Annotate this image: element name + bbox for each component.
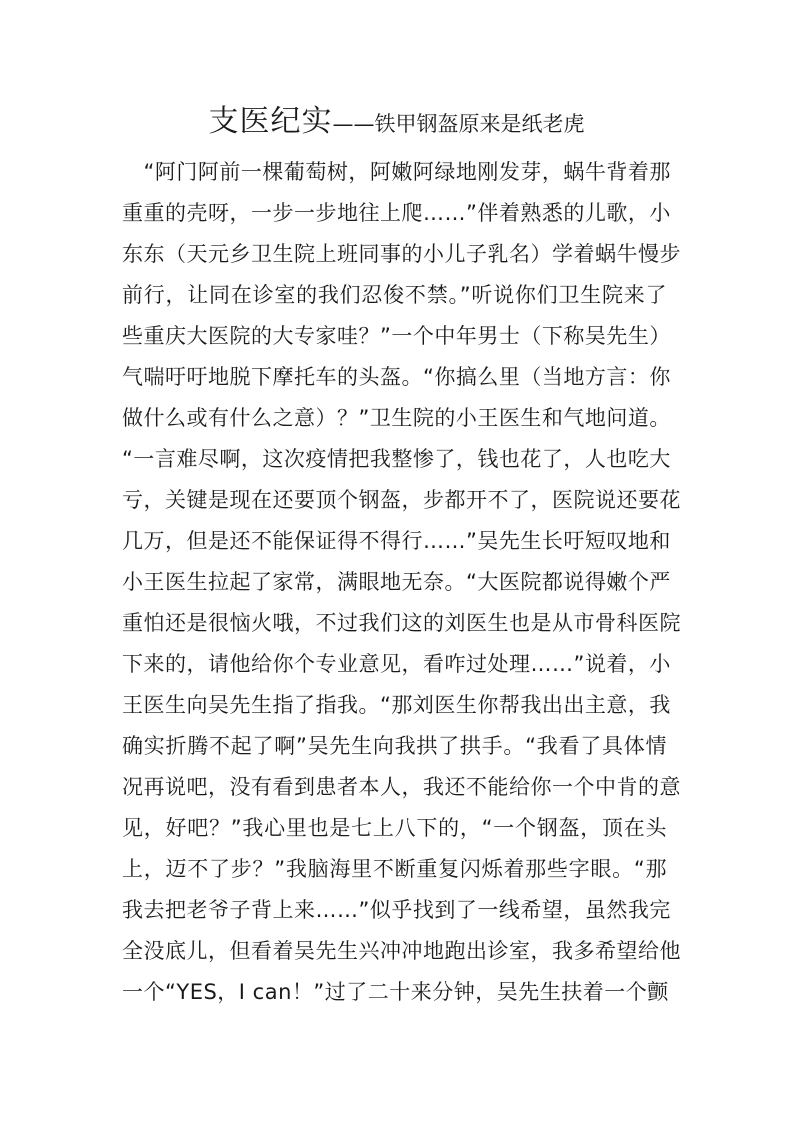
document-title [0,96,793,140]
text-line: 小王医生拉起了家常，满眼地无奈。“大医院都说得嫩个严 [122,570,671,594]
text-line: 见，好吧？”我心里也是七上八下的，“一个钢盔，顶在头 [122,816,667,840]
text-line: “阿门阿前一棵葡萄树，阿嫩阿绿地刚发芽，蜗牛背着那 [122,160,671,184]
text-line: 重怕还是很恼火哦，不过我们这的刘医生也是从市骨科医院 [122,611,681,635]
text-line: 况再说吧，没有看到患者本人，我还不能给你一个中肯的意 [122,775,681,799]
text-line: 重重的壳呀，一步一步地往上爬……”伴着熟悉的儿歌，小 [122,201,671,225]
text-line: 做什么或有什么之意）？”卫生院的小王医生和气地问道。 [122,406,671,430]
text-line: 亏，关键是现在还要顶个钢盔，步都开不了，医院说还要花 [122,488,681,512]
text-line: 全没底儿，但看着吴先生兴冲冲地跑出诊室，我多希望给他 [122,939,681,963]
text-line: 几万，但是还不能保证得不得行……”吴先生长吁短叹地和 [122,529,671,553]
text-line: 气喘吁吁地脱下摩托车的头盔。“你搞么里（当地方言：你 [122,365,671,389]
text-line: 一个“YES，I can！”过了二十来分钟，吴先生扶着一个颤 [122,980,669,1004]
text-line: 些重庆大医院的大专家哇？”一个中年男士（下称吴先生） [122,324,671,348]
text-line: 前行，让同在诊室的我们忍俊不禁。”听说你们卫生院来了 [122,283,667,307]
text-line: 下来的，请他给你个专业意见，看咋过处理……”说着，小 [122,652,671,676]
title-main: 支医纪实 [208,104,333,139]
text-line: 上，迈不了步？”我脑海里不断重复闪烁着那些字眼。“那 [122,857,667,881]
text-line: 东东（天元乡卫生院上班同事的小儿子乳名）学着蜗牛慢步 [122,242,681,266]
text-line: 王医生向吴先生指了指我。“那刘医生你帮我出出主意，我 [122,693,671,717]
text-line: 我去把老爷子背上来……”似乎找到了一线希望，虽然我完 [122,898,671,922]
title-subtitle: ——铁甲钢盔原来是纸老虎 [332,112,585,136]
body-text [122,152,681,1013]
text-line: “一言难尽啊，这次疫情把我整惨了，钱也花了，人也吃大 [122,447,671,471]
text-line: 确实折腾不起了啊”吴先生向我拱了拱手。“我看了具体情 [122,734,667,758]
